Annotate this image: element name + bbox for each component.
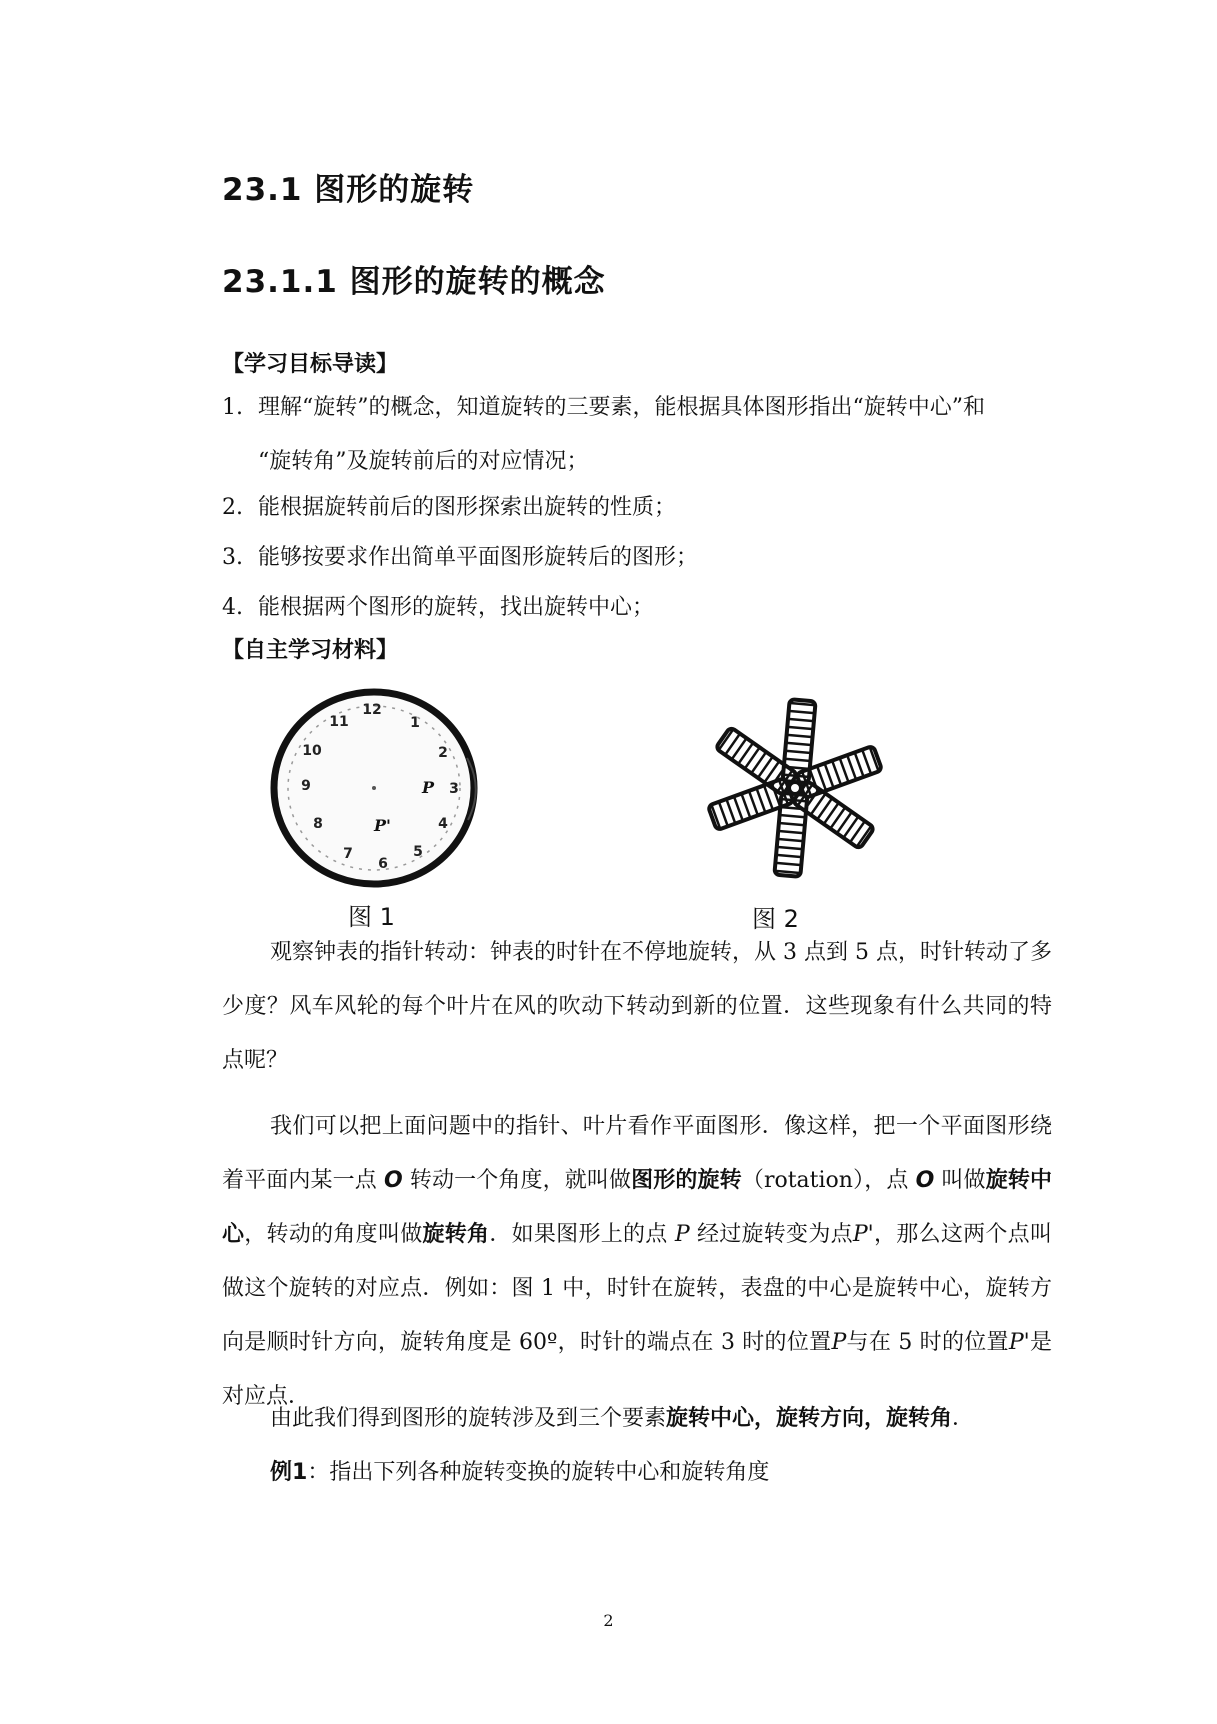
clock-number: 8 — [313, 816, 323, 832]
text-run: 由此我们得到图形的旋转涉及到三个要素 — [270, 1406, 667, 1431]
point-o: O — [915, 1168, 935, 1193]
clock-number: 7 — [343, 846, 353, 862]
clock-figure — [262, 680, 492, 895]
objective-number: 4. — [222, 595, 243, 620]
text-run: ，那么这两个点叫做这个旋转的对应点．例如：图 1 中，时针在旋转，表盘的中心是旋转中心，旋转方向是顺时针方向，旋转角度是 60º，时针的端点在 3 时的位置 — [222, 1222, 1052, 1355]
objective-text: 能根据旋转前后的图形探索出旋转的性质； — [258, 495, 677, 520]
clock-point-p: P — [422, 778, 435, 797]
text-run: 是对应点． — [222, 1330, 1052, 1409]
section-title: 23.1 图形的旋转 — [222, 172, 475, 208]
clock-number: 11 — [329, 714, 349, 730]
clock-number: 9 — [301, 778, 311, 794]
text-run: 我们可以把上面问题中的指针、叶片看作平面图形．像这样，把一个平面图形绕着平面内某一点 — [222, 1114, 1052, 1193]
objective-3 — [222, 543, 698, 573]
objective-1 — [222, 393, 985, 423]
materials-header: 【自主学习材料】 — [222, 638, 399, 663]
paragraph-elements — [222, 1392, 1052, 1446]
term-rotation-angle: 旋转角 — [422, 1222, 490, 1247]
clock-number: 1 — [410, 715, 420, 731]
point-o: O — [384, 1168, 403, 1193]
windmill-figure — [695, 688, 895, 888]
objective-text: 能够按要求作出简单平面图形旋转后的图形； — [258, 545, 699, 570]
point-p: P — [674, 1222, 690, 1247]
clock-center — [372, 786, 376, 790]
clock-point-p-prime: P' — [374, 816, 391, 835]
figure-2-caption: 图 2 — [752, 905, 799, 933]
objective-number: 1. — [222, 395, 243, 420]
point-p: P — [831, 1330, 847, 1355]
example-1 — [222, 1446, 1052, 1500]
example-text: ：指出下列各种旋转变换的旋转中心和旋转角度 — [307, 1460, 770, 1485]
text-run: 转动一个角度，就叫做 — [409, 1168, 632, 1193]
clock-number: 12 — [362, 702, 382, 718]
example-label: 例1 — [270, 1460, 308, 1485]
text-run: 与在 5 时的位置 — [846, 1330, 1009, 1355]
clock-number: 10 — [302, 743, 322, 759]
point-p-prime: P' — [1008, 1330, 1030, 1355]
objectives-header: 【学习目标导读】 — [222, 352, 399, 377]
objective-number: 2. — [222, 495, 243, 520]
objective-text: 能根据两个图形的旋转，找出旋转中心； — [258, 595, 655, 620]
term-three-elements: 旋转中心，旋转方向，旋转角 — [666, 1406, 953, 1431]
objective-number: 3. — [222, 545, 243, 570]
objective-4 — [222, 593, 654, 623]
term-rotation: 图形的旋转 — [631, 1168, 742, 1193]
windmill-hub — [790, 783, 800, 793]
clock-number: 2 — [438, 745, 448, 761]
objective-text: 理解“旋转”的概念，知道旋转的三要素，能根据具体图形指出“旋转中心”和 — [258, 395, 985, 420]
subsection-title: 23.1.1 图形的旋转的概念 — [222, 264, 606, 300]
text-run: ． — [952, 1406, 975, 1431]
clock-number: 4 — [438, 816, 448, 832]
text-run: 经过旋转变为点 — [696, 1222, 853, 1247]
clock-number: 6 — [378, 856, 388, 872]
text-run: 叫做 — [941, 1168, 986, 1193]
point-p-prime: P' — [852, 1222, 874, 1247]
paragraph-definition — [222, 1100, 1052, 1424]
term-rotation-center: 旋转中心 — [222, 1168, 1052, 1247]
text-run: ，转动的角度叫做 — [244, 1222, 423, 1247]
objective-2 — [222, 493, 676, 523]
clock-number: 3 — [449, 781, 459, 797]
text-run: （rotation），点 — [741, 1168, 909, 1193]
paragraph-observation: 观察钟表的指针转动：钟表的时针在不停地旋转，从 3 点到 5 点，时针转动了多少度？风车风轮的每个叶片在风的吹动下转动到新的位置．这些现象有什么共同的特点呢？ — [222, 940, 1052, 1073]
text-run: ．如果图形上的点 — [489, 1222, 668, 1247]
figure-1-caption: 图 1 — [348, 903, 395, 931]
clock-number: 5 — [413, 844, 423, 860]
objective-1-cont: “旋转角”及旋转前后的对应情况； — [258, 449, 589, 474]
page-number: 2 — [603, 1611, 614, 1630]
